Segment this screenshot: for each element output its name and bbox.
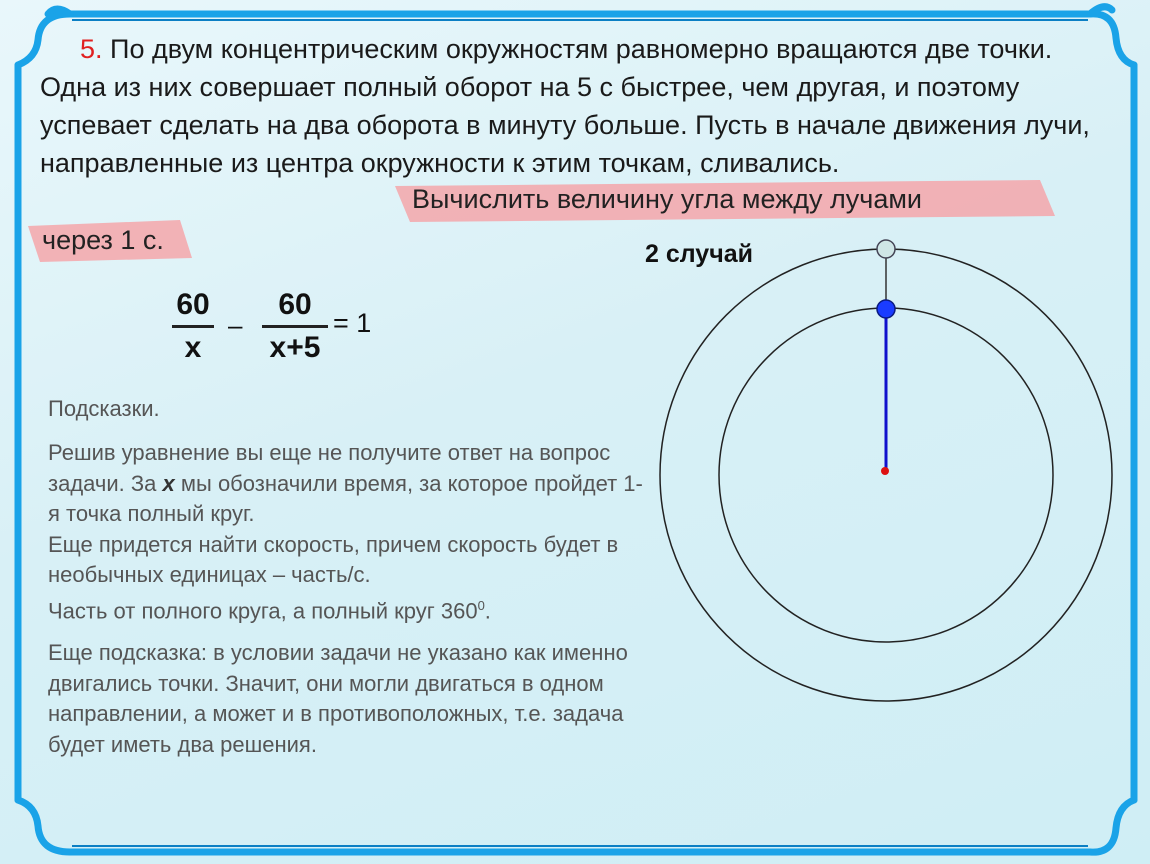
outer-point xyxy=(877,240,895,258)
denominator: х+5 xyxy=(269,331,321,364)
denominator: х xyxy=(184,331,202,364)
minus-sign: – xyxy=(228,310,243,340)
hint-text: . xyxy=(484,597,491,623)
question-line-2: через 1 с. xyxy=(42,225,164,255)
problem-text: По двум концентрическим окружностям равномерно вращаются две точки. Одна из них совершает полный оборот на 5 с быстрее, чем другая, и поэтому успевает сделать на два оборота в минуту больше. Пусть в начале движения лучи, направленные из центра окружности к этим точкам, сливались. xyxy=(40,34,1090,178)
variable-x: х xyxy=(162,470,175,496)
hint-paragraph-2: Еще придется найти скорость, причем скорость будет в необычных единицах – часть/с. xyxy=(48,531,619,587)
question-line-1: Вычислить величину угла между лучами xyxy=(412,184,922,214)
equals-one: = 1 xyxy=(333,308,372,338)
inner-point xyxy=(877,300,895,318)
numerator: 60 xyxy=(176,288,210,321)
numerator: 60 xyxy=(278,288,312,321)
hint-text: мы обозначили время, за которое пройдет 1-я точка полный круг. xyxy=(48,470,643,526)
hint-paragraph-4: Еще подсказка: в условии задачи не указано как именно двигались точки. Значит, они могли двигаться в одном направлении, а может и в противоположных, т.е. задача будет иметь два решения. xyxy=(48,640,628,757)
hint-text: Часть от полного круга, а полный круг 360 xyxy=(48,597,478,623)
hints-title: Подсказки. xyxy=(48,396,160,421)
case-label: 2 случай xyxy=(645,240,753,268)
hint-text: Решив уравнение вы еще не получите ответ на вопрос задачи. За xyxy=(48,440,611,496)
center-point xyxy=(881,467,889,475)
problem-number: 5. xyxy=(80,34,103,64)
degree-superscript: 0 xyxy=(477,597,485,613)
